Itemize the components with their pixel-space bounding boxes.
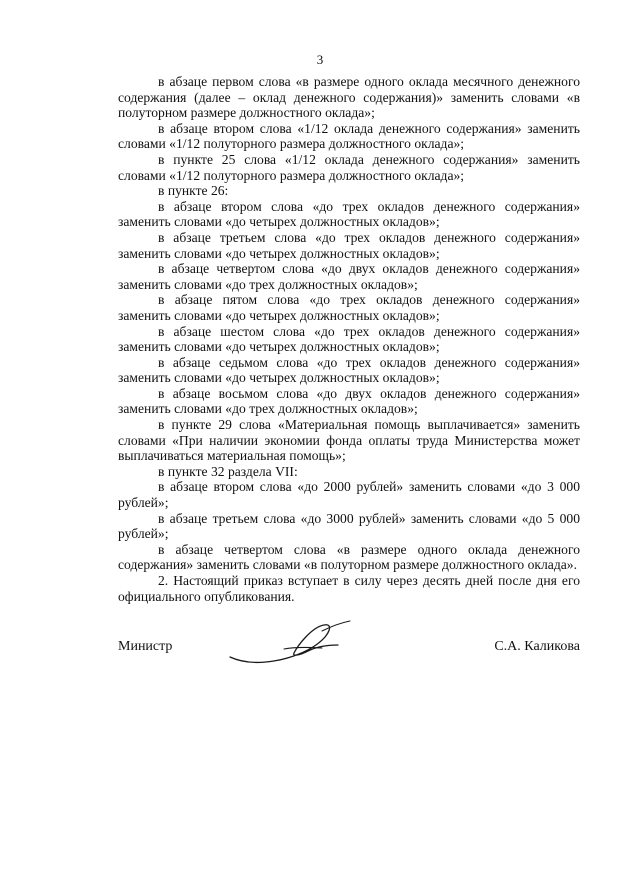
signer-title: Министр (118, 639, 173, 654)
page-number: 3 (316, 52, 324, 67)
paragraph-17: 2. Настоящий приказ вступает в силу через десять дней после дня его официального опубликования. (118, 573, 580, 604)
paragraph-9: в абзаце шестом слова «до трех окладов денежного содержания» заменить словами «до четырех должностных окладов»; (118, 323, 580, 355)
paragraph-12: в пункте 29 слова «Материальная помощь выплачивается» заменить словами «При наличии экономии фонда оплаты труда Министерства может выплачиваться материальная помощь»; (118, 417, 580, 464)
paragraph-4: в пункте 26: (158, 183, 229, 199)
signature-block (118, 615, 580, 675)
paragraph-16: в абзаце четвертом слова «в размере одного оклада денежного содержания» заменить словами «в полуторном размере должностного оклада». (118, 541, 580, 573)
paragraph-2: в абзаце втором слова «1/12 оклада денежного содержания» заменить словами «1/12 полуторного размера должностного оклада»; (118, 120, 580, 152)
handwritten-signature (226, 615, 356, 673)
paragraph-5: в абзаце втором слова «до трех окладов денежного содержания» заменить словами «до четырех должностных окладов»; (118, 198, 580, 230)
paragraph-6: в абзаце третьем слова «до трех окладов денежного содержания» заменить словами «до четырех должностных окладов»; (118, 229, 580, 261)
paragraph-1: в абзаце первом слова «в размере одного оклада месячного денежного содержания (далее – оклад денежного содержания)» заменить словами «в полуторном размере должностного оклада»; (118, 74, 580, 121)
paragraph-15: в абзаце третьем слова «до 3000 рублей» заменить словами «до 5 000 рублей»; (118, 510, 580, 542)
paragraph-8: в абзаце пятом слова «до трех окладов денежного содержания» заменить словами «до четырех должностных окладов»; (118, 292, 580, 323)
paragraph-13: в пункте 32 раздела VII: (158, 463, 298, 479)
paragraph-10: в абзаце седьмом слова «до трех окладов денежного содержания» заменить словами «до четырех должностных окладов»; (118, 354, 580, 386)
paragraph-11: в абзаце восьмом слова «до двух окладов денежного содержания» заменить словами «до трех должностных окладов»; (118, 385, 580, 417)
paragraph-3: в пункте 25 слова «1/12 оклада денежного содержания» заменить словами «1/12 полуторного размера должностного оклада»; (118, 151, 580, 183)
signer-name: С.А. Каликова (494, 639, 580, 654)
paragraph-7: в абзаце четвертом слова «до двух окладов денежного содержания» заменить словами «до трех должностных окладов»; (118, 261, 580, 292)
document-body (118, 74, 580, 604)
paragraph-14: в абзаце втором слова «до 2000 рублей» заменить словами «до 3 000 рублей»; (118, 479, 580, 511)
